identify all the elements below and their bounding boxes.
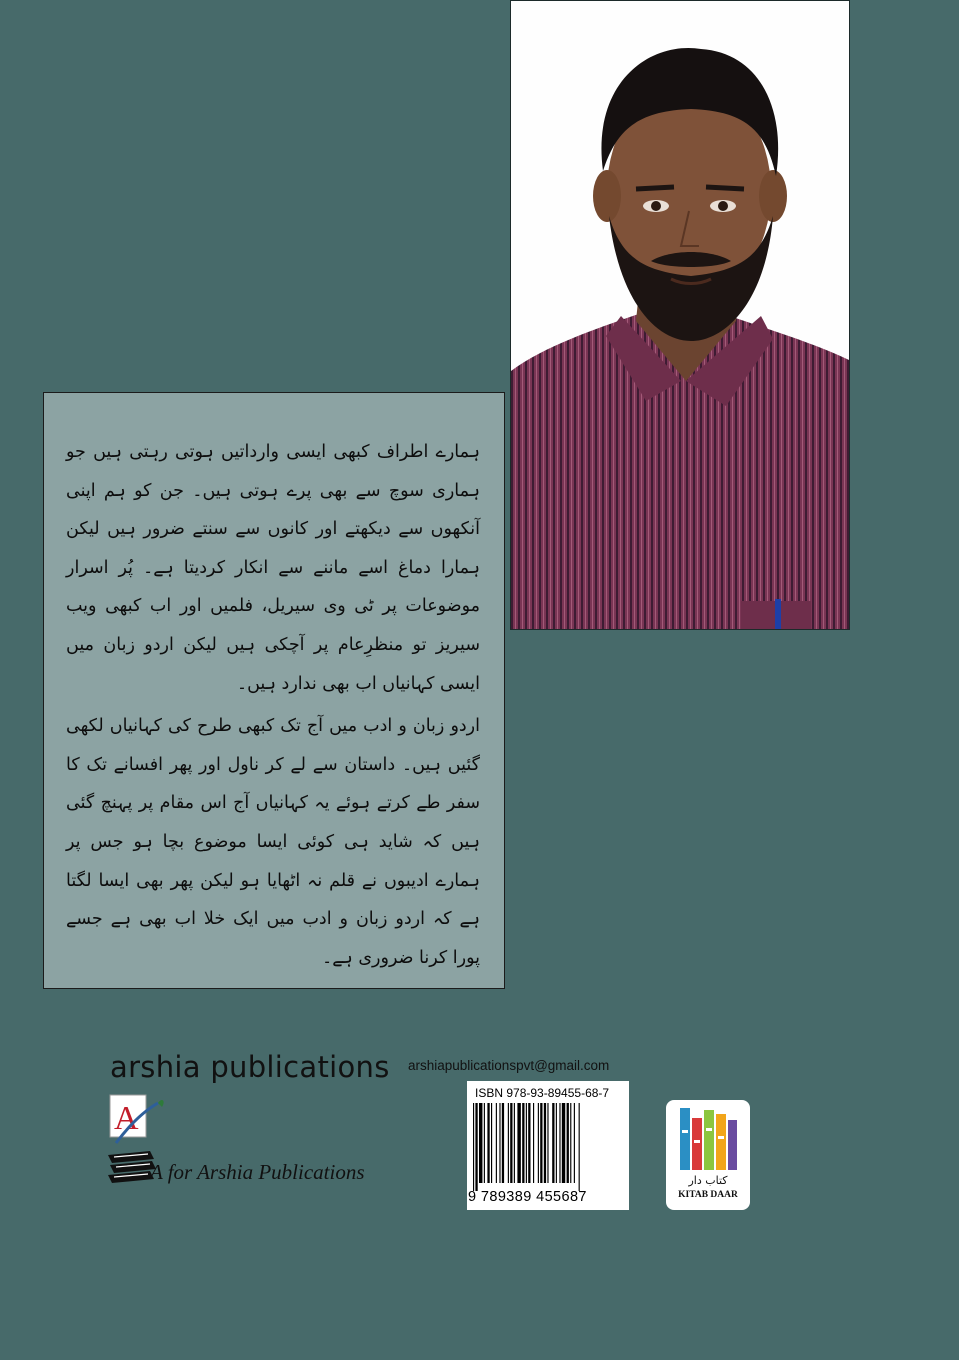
publisher-tagline: A for Arshia Publications [150, 1160, 365, 1184]
kitab-daar-name: KITAB DAAR [678, 1190, 738, 1200]
publisher-name: arshia publications [110, 1050, 390, 1084]
author-portrait-illustration [511, 1, 850, 630]
svg-text:A: A [114, 1100, 139, 1137]
isbn-label: ISBN 978-93-89455-68-7 [475, 1086, 610, 1100]
author-photo [510, 0, 850, 630]
barcode-bars [473, 1103, 621, 1191]
kitab-daar-logo [666, 1100, 750, 1210]
blurb-paragraph-1: ہمارے اطراف کبھی ایسی وارداتیں ہوتی رہتی ہیں جو ہماری سوچ سے بھی پرے ہوتی ہیں۔ جن کو ہم اپنی آنکھوں سے دیکھتے اور کانوں سے سنتے ضرور ہیں لیکن ہمارا دماغ اسے ماننے سے انکار کردیتا ہے۔ پُر اسرار موضوعات پر ٹی وی سیریل، فلمیں اور اب کبھی ویب سیریز تو منظرِعام پر آچکی ہیں لیکن اردو زبان میں ایسی کہانیاں اب بھی ندارد ہیں۔ [66, 442, 480, 694]
blurb-paragraph-2: اردو زبان و ادب میں آج تک کبھی طرح کی کہانیاں لکھی گئیں ہیں۔ داستان سے لے کر ناول اور پھر افسانے تک کا سفر طے کرتے ہوئے یہ کہانیاں آج اس مقام پر پہنچ گئی ہیں کہ شاید ہی کوئی ایسا موضوع بچا ہو جس پر ہمارے ادیبوں نے قلم نہ اٹھایا ہو لیکن پھر بھی ایسا لگتا ہے کہ اردو زبان و ادب میں ایک خلا اب بھی ہے جسے پورا کرنا ضروری ہے۔ [66, 716, 480, 968]
isbn-barcode [467, 1081, 629, 1210]
blurb-box [43, 392, 505, 989]
bookshelf-icon [666, 1100, 750, 1174]
isbn-digits: 9 789389 455687 [468, 1189, 587, 1205]
kitab-daar-urdu: کتاب دار [688, 1174, 728, 1187]
publisher-email: arshiapublicationspvt@gmail.com [408, 1058, 610, 1073]
